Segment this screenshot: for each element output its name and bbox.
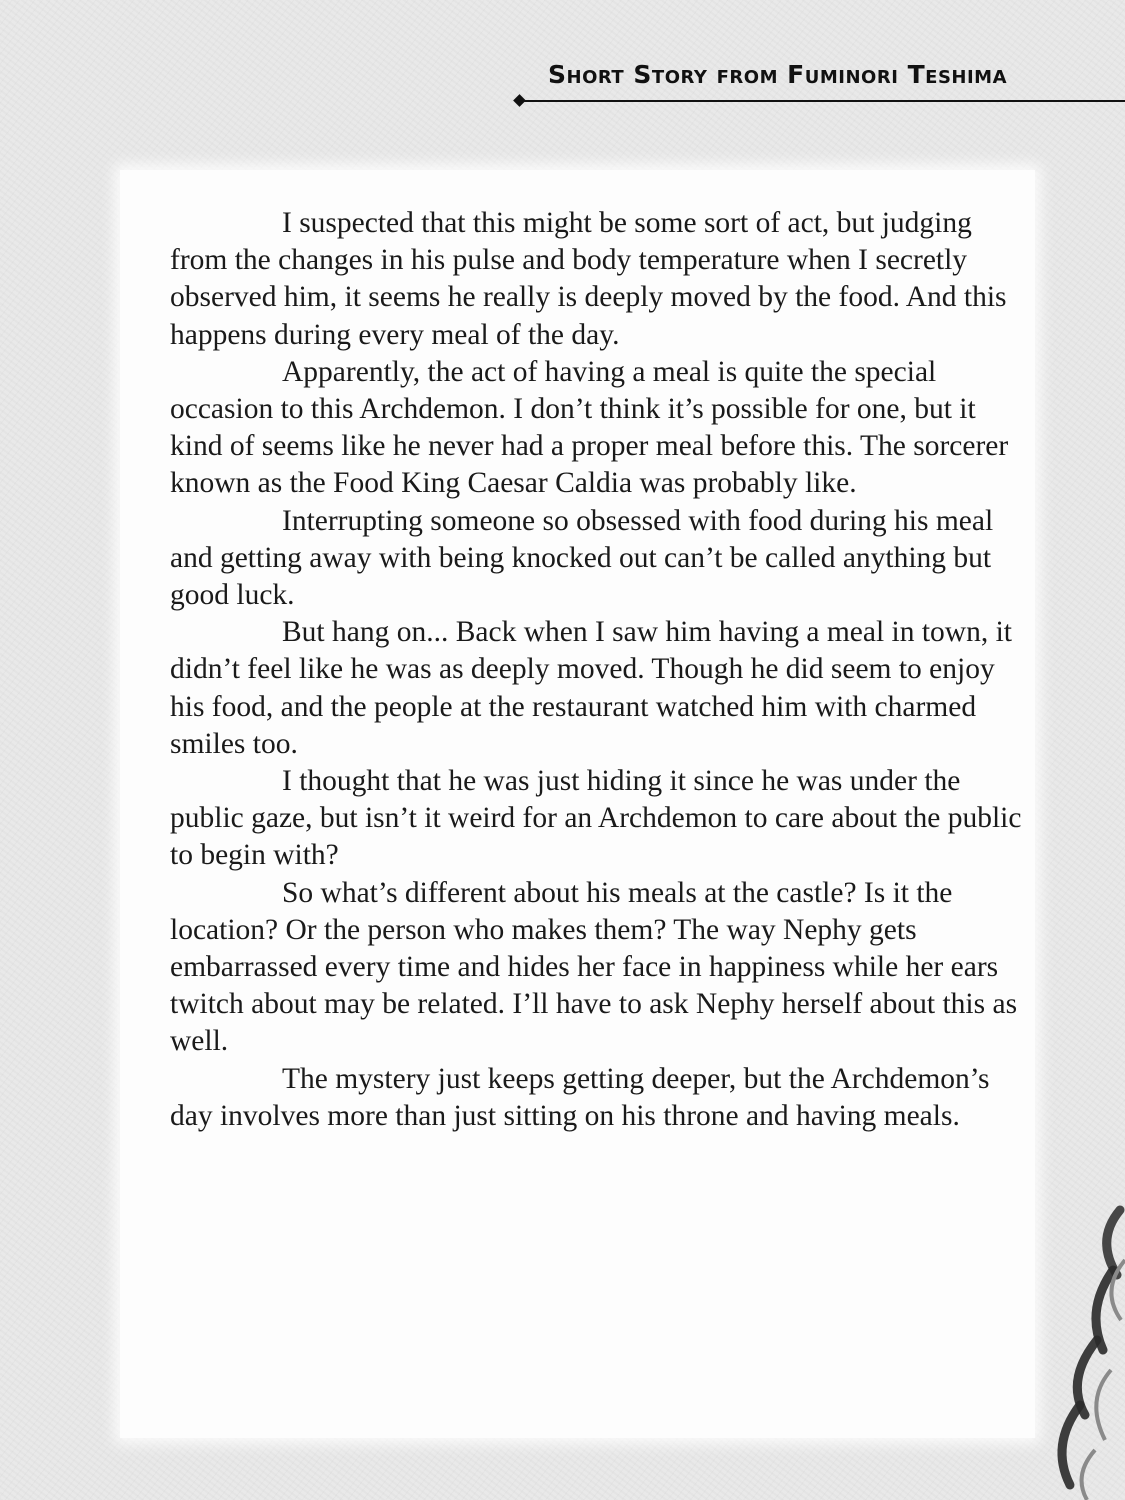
story-paragraph: Apparently, the act of having a meal is quite the special occasion to this Archdemon. I don’t think it’s possible for one, but it kind of seems like he never had a proper meal before this. The sorcerer known as the Food King Caesar Caldia was probably like.	[170, 355, 1009, 500]
story-body	[170, 205, 1030, 1135]
story-paragraph: I thought that he was just hiding it since he was under the public gaze, but isn’t it weird for an Archdemon to care about the public to begin with?	[170, 765, 1022, 872]
story-paragraph: The mystery just keeps getting deeper, but the Archdemon’s day involves more than just sitting on his throne and having meals.	[170, 1062, 990, 1132]
header-rule	[521, 100, 1125, 102]
chain-icon	[1025, 1200, 1125, 1500]
story-paragraph: I suspected that this might be some sort of act, but judging from the changes in his pulse and body temperature when I secretly observed him, it seems he really is deeply moved by the food. And this happens during every meal of the day.	[170, 207, 1007, 351]
story-paragraph: But hang on... Back when I saw him having a meal in town, it didn’t feel like he was as deeply moved. Though he did seem to enjoy his food, and the people at the restaurant watched him with charmed smiles too.	[170, 616, 1012, 760]
header-title: Short Story from Fuminori Teshima	[548, 60, 1008, 89]
story-paragraph: So what’s different about his meals at the castle? Is it the location? Or the person who makes them? The way Nephy gets embarrassed every time and hides her face in happiness while her ears twitch about may be related. I’ll have to ask Nephy herself about this as well.	[170, 876, 1018, 1058]
story-paragraph: Interrupting someone so obsessed with food during his meal and getting away with being knocked out can’t be called anything but good luck.	[170, 504, 994, 612]
page-header	[515, 60, 1125, 108]
